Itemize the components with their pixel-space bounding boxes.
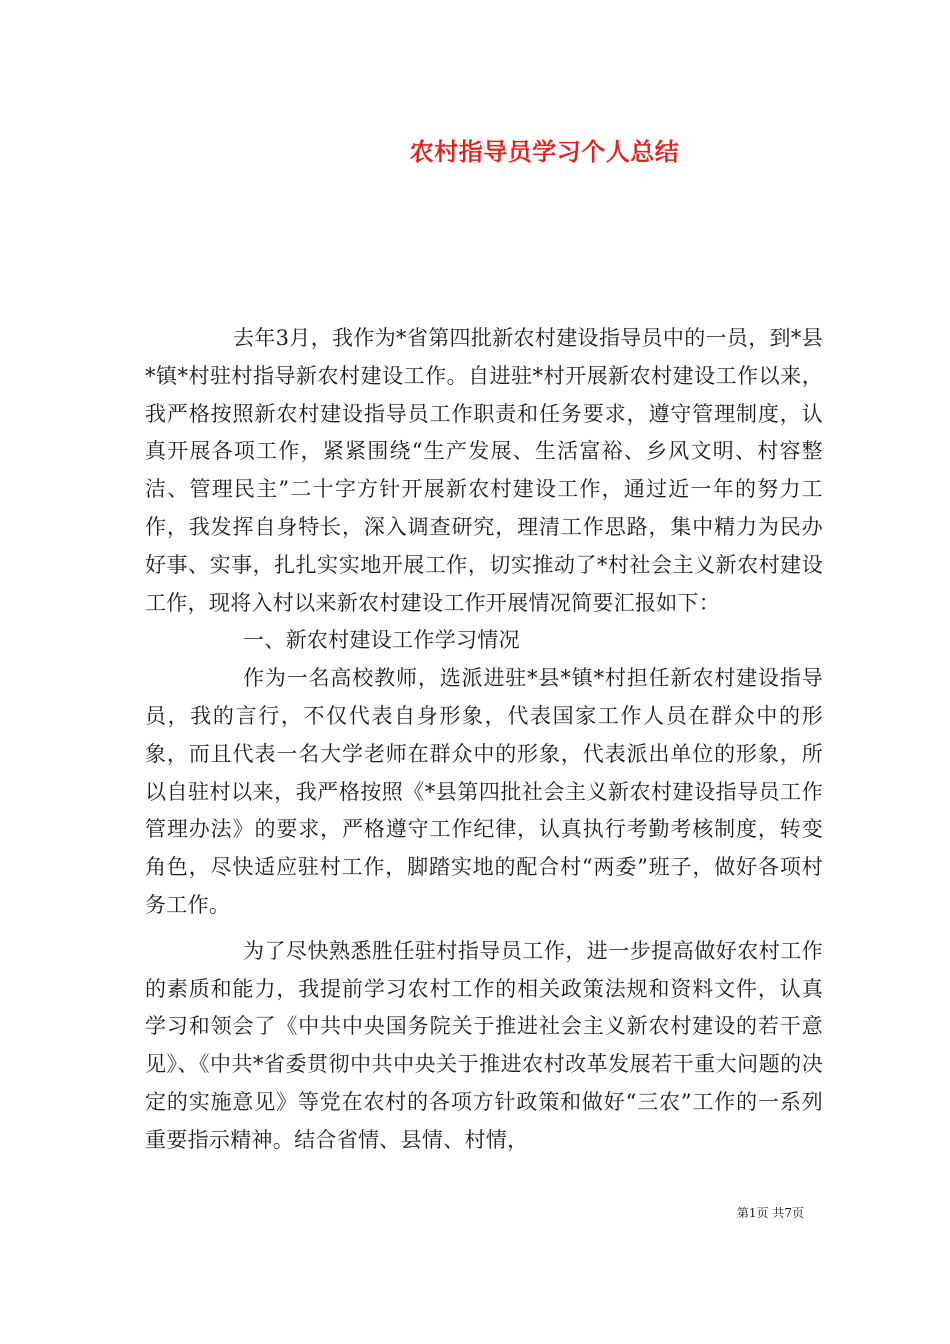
body-paragraph-study: 为了尽快熟悉胜任驻村指导员工作，进一步提高做好农村工作的素质和能力，我提前学习农村工作的相关政策法规和资料文件，认真学习和领会了《中共中央国务院关于推进社会主义新农村建设的若干意见》、《中共*省委贯彻中共中央关于推进农村改革发展若干重大问题的决定的实施意见》等党在农村的各项方针政策和做好“三农”工作的一系列重要指示精神。结合省情、县情、村情， xyxy=(145,938,823,1152)
document-title: 农村指导员学习个人总结 xyxy=(409,137,680,166)
intro-paragraph: 去年3月，我作为*省第四批新农村建设指导员中的一员，到*县*镇*村驻村指导新农村建设工作。自进驻*村开展新农村建设工作以来，我严格按照新农村建设指导员工作职责和任务要求，遵守管理制度，认真开展各项工作，紧紧围绕“生产发展、生活富裕、乡风文明、村容整洁、管理民主”二十字方针开展新农村建设工作，通过近一年的努力工作，我发挥自身特长，深入调查研究，理清工作思路，集中精力为民办好事、实事，扎扎实实地开展工作，切实推动了*村社会主义新农村建设工作，现将入村以来新农村建设工作开展情况简要汇报如下： xyxy=(145,326,823,615)
document-body xyxy=(145,320,823,1160)
page-number: 第1页 共7页 xyxy=(736,1206,804,1220)
body-paragraph-role: 作为一名高校教师，选派进驻*县*镇*村担任新农村建设指导员，我的言行，不仅代表自身形象，代表国家工作人员在群众中的形象，而且代表一名大学老师在群众中的形象，代表派出单位的形象，所以自驻村以来，我严格按照《*县第四批社会主义新农村建设指导员工作管理办法》的要求，严格遵守工作纪律，认真执行考勤考核制度，转变角色，尽快适应驻村工作，脚踏实地的配合村“两委”班子，做好各项村务工作。 xyxy=(145,666,823,917)
section-heading: 一、新农村建设工作学习情况 xyxy=(243,628,520,653)
